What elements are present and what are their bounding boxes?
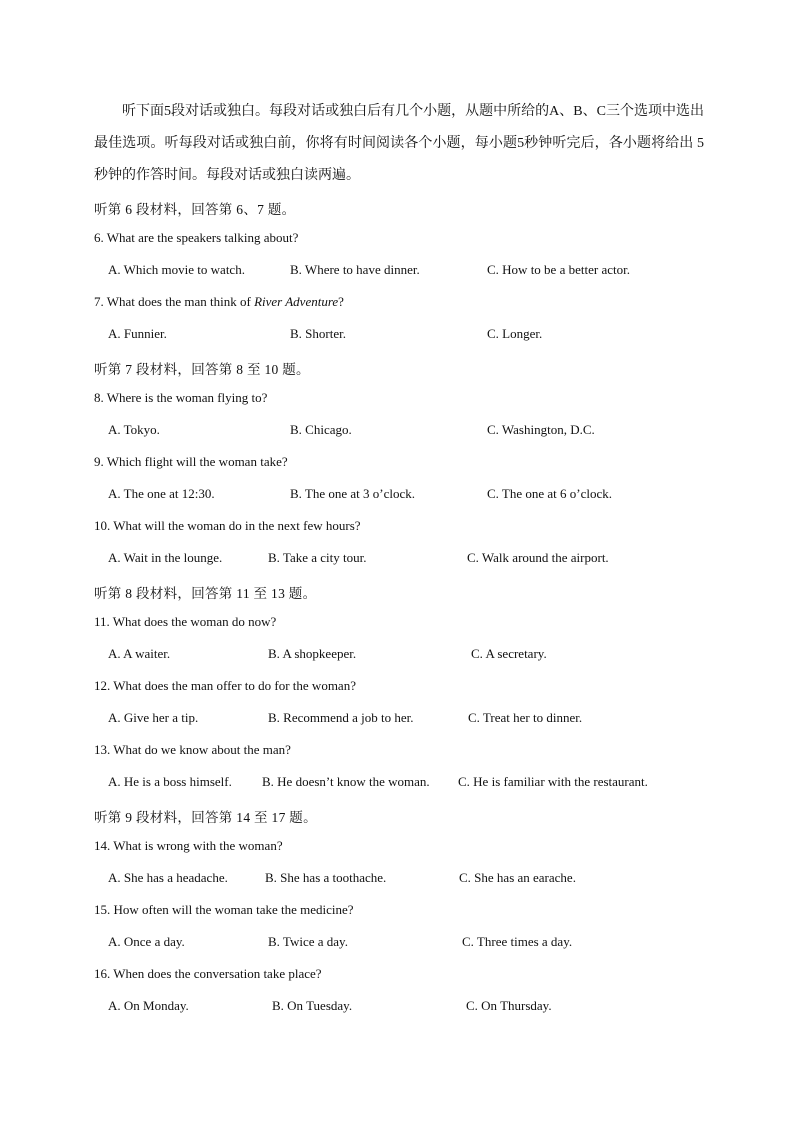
q16-option-c: C. On Thursday. [466,998,552,1013]
q13-option-a: A. He is a boss himself. [108,774,232,789]
q10-option-b: B. Take a city tour. [268,550,367,565]
question-15: 15. How often will the woman take the medicine? [94,902,354,917]
q9-option-c: C. The one at 6 o’clock. [487,486,613,501]
q11-option-b: B. A shopkeeper. [268,646,357,661]
q7-option-b: B. Shorter. [290,326,346,341]
q16-option-a: A. On Monday. [108,998,189,1013]
question-9: 9. Which flight will the woman take? [94,454,288,469]
q14-option-a: A. She has a headache. [108,870,228,885]
q6-option-b: B. Where to have dinner. [290,262,420,277]
q15-option-a: A. Once a day. [108,934,185,949]
q8-option-c: C. Washington, D.C. [487,422,595,437]
section-heading-9: 听第 9 段材料，回答第 14 至 17 题。 [94,810,317,825]
q10-option-a: A. Wait in the lounge. [108,550,223,565]
q15-option-c: C. Three times a day. [462,934,573,949]
question-16: 16. When does the conversation take place? [94,966,322,981]
q12-option-a: A. Give her a tip. [108,710,199,725]
q6-option-c: C. How to be a better actor. [487,262,630,277]
q8-option-a: A. Tokyo. [108,422,160,437]
q14-option-b: B. She has a toothache. [265,870,387,885]
q7-text: 7. What does the man think of [94,294,255,309]
q13-option-c: C. He is familiar with the restaurant. [458,774,648,789]
q14-option-c: C. She has an earache. [459,870,576,885]
question-14: 14. What is wrong with the woman? [94,838,283,853]
section-heading-8: 听第 8 段材料，回答第 11 至 13 题。 [94,586,317,601]
question-12: 12. What does the man offer to do for the woman? [94,678,356,693]
q7-option-c: C. Longer. [487,326,543,341]
q11-option-a: A. A waiter. [108,646,171,661]
q7-title: River Adventure [254,294,339,309]
section-heading-6: 听第 6 段材料，回答第 6、7 题。 [94,202,296,217]
section-instructions: 听下面5段对话或独白。每段对话或独白后有几个小题，从题中所给的A、B、C三个选项中选出最佳选项。听每段对话或独白前，你将有时间阅读各个小题，每小题5秒钟听完后，各小题将给出 5 秒钟的作答时间。每段对话或独白读两遍。 [94,104,704,183]
question-6: 6. What are the speakers talking about? [94,230,299,245]
q11-option-c: C. A secretary. [471,646,547,661]
q7-suffix: ? [338,294,344,309]
section-heading-7: 听第 7 段材料，回答第 8 至 10 题。 [94,362,310,377]
question-7 [94,294,344,310]
q15-option-b: B. Twice a day. [268,934,348,949]
q9-option-a: A. The one at 12:30. [108,486,215,501]
question-8: 8. Where is the woman flying to? [94,390,268,405]
question-10: 10. What will the woman do in the next few hours? [94,518,361,533]
q13-option-b: B. He doesn’t know the woman. [262,774,430,789]
q6-option-a: A. Which movie to watch. [108,262,245,277]
q12-option-c: C. Treat her to dinner. [468,710,583,725]
q16-option-b: B. On Tuesday. [272,998,353,1013]
question-13: 13. What do we know about the man? [94,742,291,757]
q7-option-a: A. Funnier. [108,326,167,341]
q8-option-b: B. Chicago. [290,422,352,437]
q10-option-c: C. Walk around the airport. [467,550,609,565]
q12-option-b: B. Recommend a job to her. [268,710,414,725]
question-11: 11. What does the woman do now? [94,614,277,629]
q9-option-b: B. The one at 3 o’clock. [290,486,416,501]
